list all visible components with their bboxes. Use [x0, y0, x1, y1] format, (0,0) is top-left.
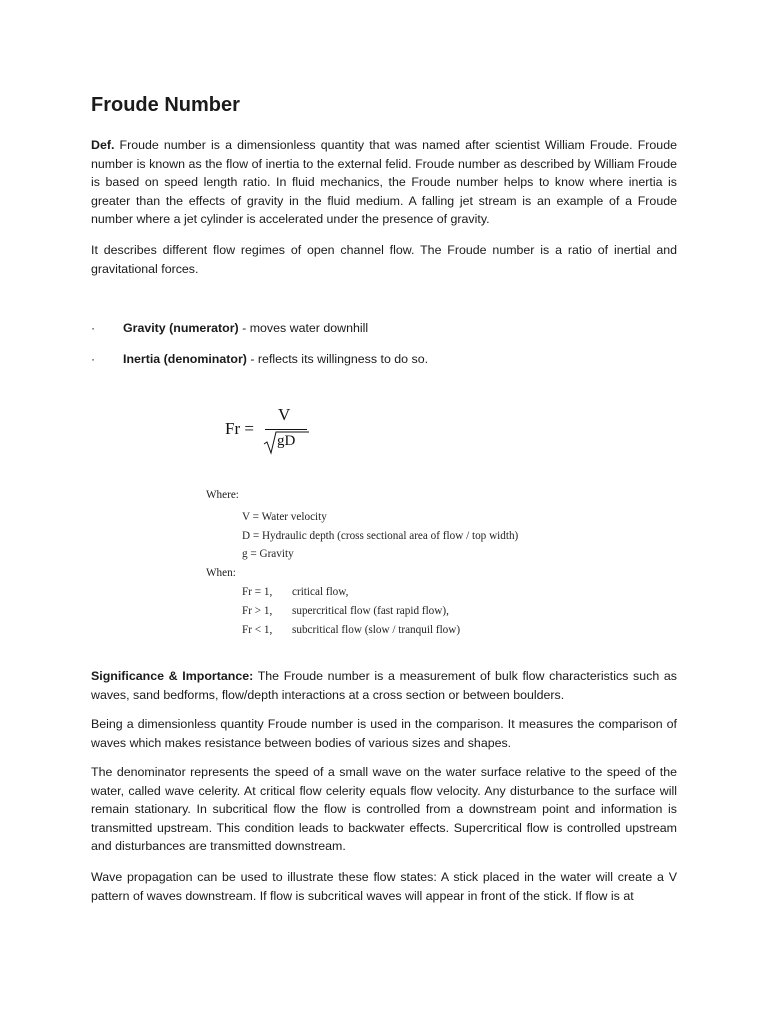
definition-label: Def. [91, 138, 115, 152]
when-condition: Fr = 1, [242, 586, 273, 598]
bullet-marker: · [91, 352, 96, 366]
body-paragraph: Wave propagation can be used to illustrate these flow states: A stick placed in the water will create a V pattern of waves downstream. If flow is subcritical waves will appear in front of the stick. If flow is at [91, 870, 677, 903]
when-condition: Fr > 1, [242, 605, 273, 617]
when-description: subcritical flow (slow / tranquil flow) [292, 624, 461, 636]
significance-text: The Froude number is a measurement of bulk flow characteristics such as waves, sand bedforms, flow/depth interactions at a cross section or between boulders. [91, 669, 677, 702]
formula-lhs: Fr = [225, 419, 254, 438]
body-paragraph: Being a dimensionless quantity Froude number is used in the comparison. It measures the comparison of waves which makes resistance between bodies of various sizes and shapes. [91, 717, 677, 750]
when-description: critical flow, [292, 586, 349, 598]
when-description: supercritical flow (fast rapid flow), [292, 605, 449, 617]
page-title: Froude Number [91, 94, 240, 116]
bullet-bold: Inertia (denominator) [123, 352, 247, 366]
significance-paragraph [91, 667, 677, 704]
definition-paragraph [91, 136, 677, 229]
where-item: V = Water velocity [242, 511, 327, 523]
where-item: D = Hydraulic depth (cross sectional area of flow / top width) [242, 530, 519, 542]
body-paragraph: The denominator represents the speed of a small wave on the water surface relative to the speed of the water, called wave celerity. At critical flow celerity equals flow velocity. Any disturbance to the surface will remain stationary. In subcritical flow the flow is controlled from a downstream point and information is transmitted upstream. This condition leads to backwater effects. Supercritical flow is controlled upstream and disturbances are transmitted downstream. [91, 765, 677, 854]
formula-denominator: gD [277, 433, 296, 449]
formula-numerator: V [278, 405, 291, 424]
when-label: When: [206, 567, 236, 579]
when-condition: Fr < 1, [242, 624, 273, 636]
where-label: Where: [206, 489, 239, 501]
bullet-text: - moves water downhill [238, 321, 369, 335]
froude-formula [225, 405, 345, 455]
formula-definitions [206, 489, 606, 644]
bullet-marker: · [91, 321, 96, 335]
definition-text: Froude number is a dimensionless quantity that was named after scientist William Froude. Froude number is known as the flow of inertia to the external felid. Froude number as described by William Froude is based on speed length ratio. In fluid mechanics, the Froude number helps to know where inertia is greater than the effects of gravity in the fluid medium. A falling jet stream is an example of a Froude number where a jet cylinder is accelerated under the presence of gravity. [91, 138, 677, 227]
intro-paragraph: It describes different flow regimes of open channel flow. The Froude number is a ratio of inertial and gravitational forces. [91, 243, 677, 276]
bullet-text: - reflects its willingness to do so. [246, 352, 429, 366]
bullet-bold: Gravity (numerator) [123, 321, 239, 335]
where-item: g = Gravity [242, 548, 294, 560]
significance-label: Significance & Importance: [91, 669, 254, 683]
